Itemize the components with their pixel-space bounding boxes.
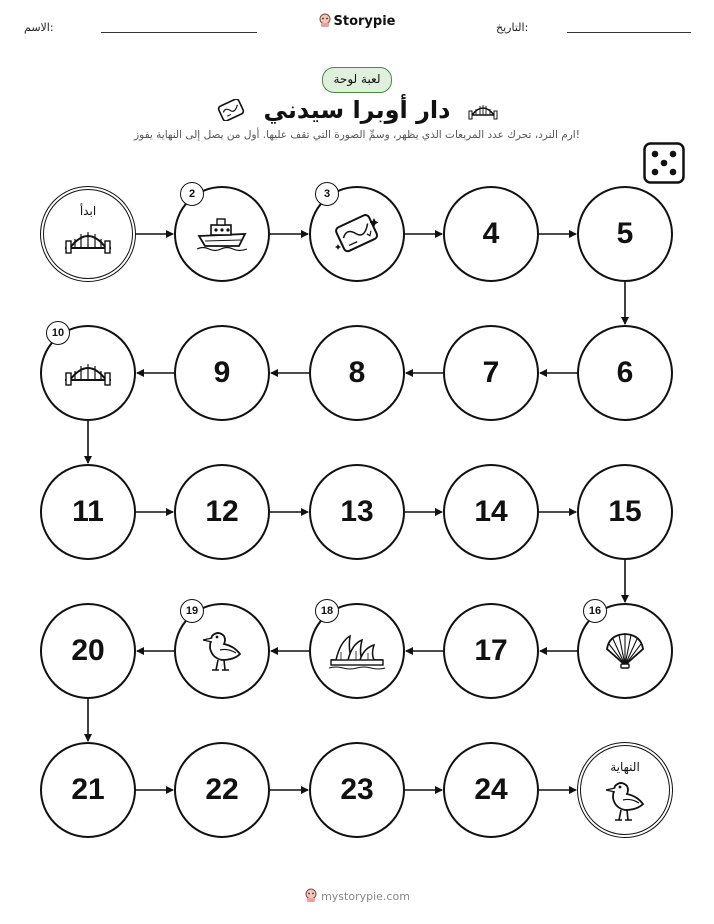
title-text: دار أوبرا سيدني (263, 96, 451, 124)
board-square (577, 464, 673, 560)
board-square (40, 603, 136, 699)
square-number: 21 (71, 773, 105, 806)
name-label: الاسم: (24, 21, 54, 34)
square-number: 9 (213, 356, 231, 389)
footer-url: mystorypie.com (321, 890, 410, 903)
instructions: ارم النرد، تحرك عدد المربعات الذي يظهر، وسمِّ الصورة التي تقف عليها. أول من يصل إلى النهاية يفوز! (134, 129, 580, 141)
square-number: 17 (474, 634, 508, 667)
square-number: 22 (205, 773, 239, 806)
board-square (443, 186, 539, 282)
start-label: ابدأ (79, 204, 97, 218)
square-number: 7 (482, 356, 500, 389)
board-square (443, 464, 539, 560)
footer (0, 888, 714, 903)
square-number-tag: 10 (46, 321, 70, 345)
start-square (40, 186, 136, 282)
board-square (443, 603, 539, 699)
square-number-tag: 18 (315, 599, 339, 623)
square-number: 14 (474, 495, 508, 528)
finish-square (577, 742, 673, 838)
bridge-icon (44, 226, 132, 260)
square-number: 5 (616, 217, 634, 250)
square-number: 23 (340, 773, 374, 806)
square-number-tag: 3 (315, 182, 339, 206)
square-number-tag: 2 (180, 182, 204, 206)
square-number-tag: 19 (180, 599, 204, 623)
board-square (309, 742, 405, 838)
square-number: 20 (71, 634, 105, 667)
square-number: 15 (608, 495, 642, 528)
board-square (443, 325, 539, 421)
board-square (174, 742, 270, 838)
square-number: 11 (72, 495, 104, 528)
board-square (40, 742, 136, 838)
square-number: 8 (348, 356, 366, 389)
board-square (174, 464, 270, 560)
finish-label: النهاية (610, 760, 640, 774)
board-square (40, 464, 136, 560)
board-square (577, 186, 673, 282)
board-square (443, 742, 539, 838)
game-type-badge: لعبة لوحة (322, 67, 392, 93)
square-number: 12 (205, 495, 239, 528)
date-label: التاريخ: (496, 21, 529, 34)
board-square (309, 464, 405, 560)
square-number: 24 (474, 773, 508, 806)
storypie-logo-icon (304, 888, 318, 902)
square-number: 4 (482, 217, 500, 250)
board-square (577, 325, 673, 421)
board-square (309, 325, 405, 421)
brand-name: Storypie (333, 14, 396, 29)
square-number-tag: 16 (583, 599, 607, 623)
board-square (174, 325, 270, 421)
square-number: 13 (340, 495, 374, 528)
seagull-icon (581, 776, 669, 830)
square-number: 6 (616, 356, 634, 389)
